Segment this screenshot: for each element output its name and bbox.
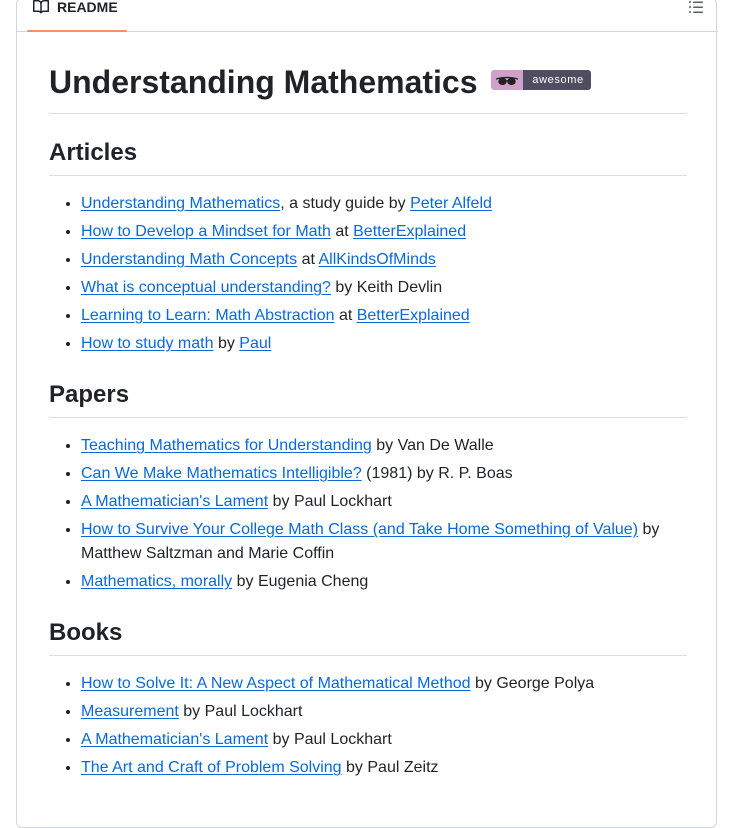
sections [49, 138, 687, 780]
resource-link[interactable]: Learning to Learn: Math Abstraction [81, 307, 335, 324]
resource-link[interactable]: A Mathematician's Lament [81, 731, 269, 748]
item-detail: by Paul Zeitz [341, 759, 439, 776]
list-item [81, 276, 687, 300]
list-item [81, 672, 687, 696]
resource-link[interactable]: Can We Make Mathematics Intelligible? [81, 465, 362, 482]
readme-content [49, 59, 687, 780]
list-item [81, 192, 687, 216]
list-item [81, 700, 687, 724]
resource-link[interactable]: What is conceptual understanding? [81, 279, 331, 296]
item-detail: by Paul Lockhart [178, 703, 303, 720]
badge-text: awesome [523, 70, 590, 90]
list-icon[interactable] [688, 0, 704, 15]
list-item [81, 518, 687, 566]
readme-tabbar [17, 0, 718, 32]
resource-link[interactable]: How to Develop a Mindset for Math [81, 223, 331, 240]
item-detail: by Keith Devlin [330, 279, 443, 296]
resource-link[interactable]: A Mathematician's Lament [81, 493, 269, 510]
list-item [81, 248, 687, 272]
item-detail: by George Polya [470, 675, 595, 692]
item-detail: by Eugenia Cheng [232, 573, 369, 590]
item-detail: by Paul Lockhart [268, 493, 392, 510]
section-list-books [49, 672, 687, 780]
list-item [81, 570, 687, 594]
list-item [81, 728, 687, 752]
section-list-articles [49, 192, 687, 356]
tab-readme-label: README [57, 0, 118, 15]
author-link[interactable]: Paul [239, 335, 272, 352]
list-item [81, 490, 687, 514]
section-heading-papers: Papers [49, 380, 687, 418]
resource-link[interactable]: How to study math [81, 335, 214, 352]
resource-link[interactable]: Understanding Math Concepts [81, 251, 298, 268]
resource-link[interactable]: How to Solve It: A New Aspect of Mathematical Method [81, 675, 471, 692]
section-heading-articles: Articles [49, 138, 687, 176]
list-item [81, 462, 687, 486]
item-detail: at [334, 307, 357, 324]
awesome-badge[interactable] [491, 70, 590, 90]
resource-link[interactable]: How to Survive Your College Math Class (and Take Home Something of Value) [81, 521, 639, 538]
resource-link[interactable]: The Art and Craft of Problem Solving [81, 759, 342, 776]
badge-left [491, 70, 523, 90]
resource-link[interactable]: Teaching Mathematics for Understanding [81, 437, 372, 454]
list-item [81, 434, 687, 458]
resource-link[interactable]: Measurement [81, 703, 179, 720]
author-link[interactable]: Peter Alfeld [410, 195, 492, 212]
item-detail: by Matthew Saltzman and Marie Coffin [81, 521, 660, 562]
list-item [81, 304, 687, 328]
author-link[interactable]: BetterExplained [356, 307, 470, 324]
page-title [49, 59, 687, 114]
author-link[interactable]: AllKindsOfMinds [318, 251, 436, 268]
book-icon [33, 0, 49, 15]
section-list-papers [49, 434, 687, 594]
readme-box [16, 0, 717, 828]
tab-readme[interactable] [27, 0, 125, 31]
item-detail: by Paul Lockhart [268, 731, 392, 748]
list-item [81, 332, 687, 356]
active-tab-underline [27, 30, 127, 32]
item-detail: , a study guide by [280, 195, 411, 212]
item-detail: at [297, 251, 319, 268]
item-detail: by [213, 335, 240, 352]
item-detail: by Van De Walle [371, 437, 494, 454]
item-detail: at [330, 223, 354, 240]
list-item [81, 756, 687, 780]
resource-link[interactable]: Understanding Mathematics [81, 195, 281, 212]
list-item [81, 220, 687, 244]
resource-link[interactable]: Mathematics, morally [81, 573, 233, 590]
author-link[interactable]: BetterExplained [353, 223, 467, 240]
sunglasses-icon [491, 70, 523, 90]
page-title-text: Understanding Mathematics [49, 64, 478, 100]
section-heading-books: Books [49, 618, 687, 656]
item-detail: (1981) by R. P. Boas [361, 465, 513, 482]
